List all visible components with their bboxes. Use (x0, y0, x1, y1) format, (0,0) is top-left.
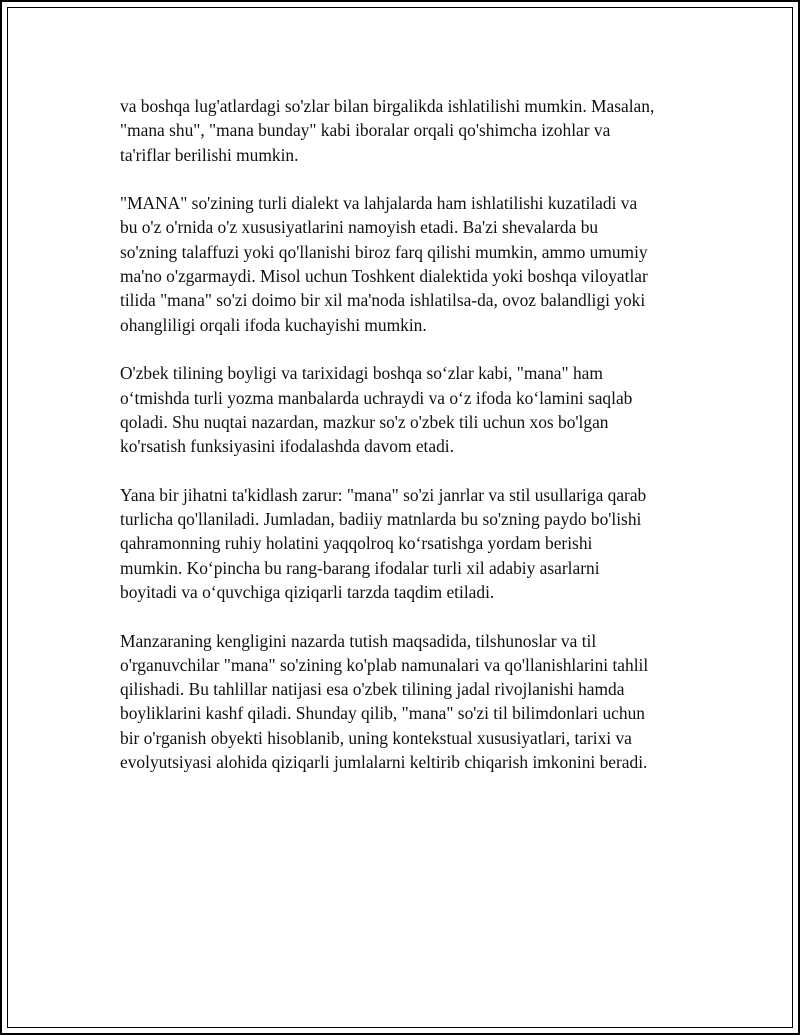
text-line: Manzaraning kengligini nazarda tutish maqsadida, tilshunoslar va til (120, 630, 597, 651)
paragraph-5 (120, 629, 720, 775)
text-line: "mana shu", "mana bunday" kabi iboralar orqali qo'shimcha izohlar va (120, 120, 611, 141)
paragraph-3 (120, 361, 720, 458)
text-line: ta'riflar berilishi mumkin. (120, 144, 299, 165)
text-line: o'rganuvchilar "mana" so'zining ko'plab namunalari va qo'llanishlarini tahlil (120, 654, 649, 675)
text-line: o‘tmishda turli yozma manbalarda uchraydi va o‘z ifoda ko‘lamini saqlab (120, 387, 633, 408)
text-line: evolyutsiyasi alohida qiziqarli jumlalarni keltirib chiqarish imkonini beradi. (120, 752, 648, 773)
text-line: turlicha qo'llaniladi. Jumladan, badiiy matnlarda bu so'zning paydo bo'lishi (120, 509, 642, 530)
text-line: qahramonning ruhiy holatini yaqqolroq ko‘rsatishga yordam berishi (120, 533, 593, 554)
text-line: bir o'rganish obyekti hisoblanib, uning kontekstual xususiyatlari, tarixi va (120, 727, 632, 748)
text-line: boyliklarini kashf qiladi. Shunday qilib, "mana" so'zi til bilimdonlari uchun (120, 703, 645, 724)
paragraph-2 (120, 191, 720, 337)
paragraph-4 (120, 483, 720, 604)
text-line: bu o'z o'rnida o'z xususiyatlarini namoyish etadi. Ba'zi shevalarda bu (120, 217, 599, 238)
text-line: ohangliligi orqali ifoda kuchayishi mumkin. (120, 314, 427, 335)
text-line: tilida "mana" so'zi doimo bir xil ma'noda ishlatilsa-da, ovoz balandligi yoki (120, 290, 646, 311)
text-line: ma'no o'zgarmaydi. Misol uchun Toshkent dialektida yoki boshqa viloyatlar (120, 266, 648, 287)
text-line: va boshqa lug'atlardagi so'zlar bilan birgalikda ishlatilishi mumkin. Masalan, (120, 96, 655, 116)
text-line: "MANA" so'zining turli dialekt va lahjalarda ham ishlatilishi kuzatiladi va (120, 193, 638, 214)
document-body (120, 94, 720, 799)
text-line: boyitadi va o‘quvchiga qiziqarli tarzda taqdim etiladi. (120, 581, 495, 602)
paragraph-1 (120, 94, 720, 167)
text-line: Yana bir jihatni ta'kidlash zarur: "mana" so'zi janrlar va stil usullariga qarab (120, 484, 647, 505)
text-line: qilishadi. Bu tahlillar natijasi esa o'zbek tilining jadal rivojlanishi hamda (120, 679, 625, 700)
text-line: mumkin. Ko‘pincha bu rang-barang ifodalar turli xil adabiy asarlarni (120, 557, 600, 578)
text-line: ko'rsatish funksiyasini ifodalashda davom etadi. (120, 436, 454, 457)
text-line: so'zning talaffuzi yoki qo'llanishi biroz farq qilishi mumkin, ammo umumiy (120, 241, 648, 262)
text-line: qoladi. Shu nuqtai nazardan, mazkur so'z o'zbek tili uchun xos bo'lgan (120, 411, 609, 432)
text-line: O'zbek tilining boyligi va tarixidagi boshqa so‘zlar kabi, "mana" ham (120, 363, 603, 384)
